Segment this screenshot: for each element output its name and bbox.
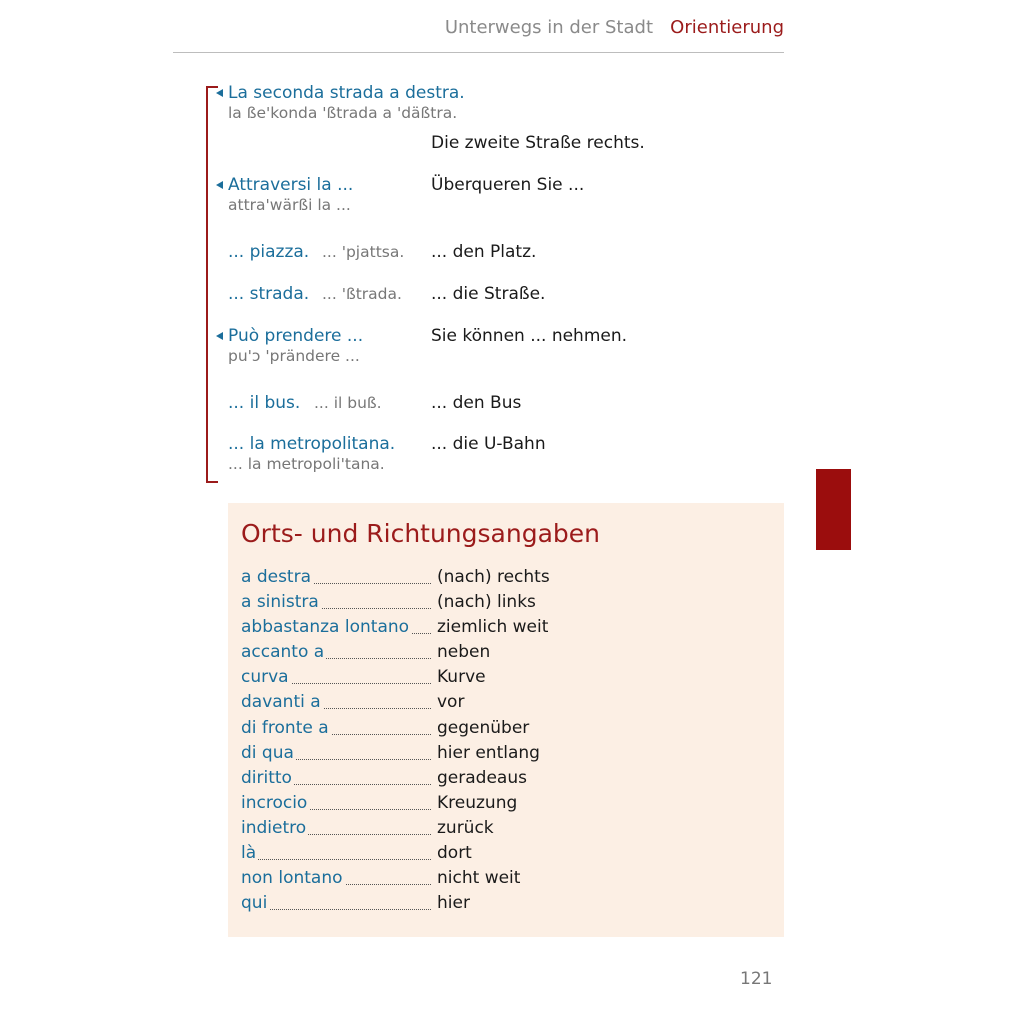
vocab-italian: curva: [241, 667, 289, 688]
german-translation: Die zweite Straße rechts.: [431, 133, 645, 153]
italian-phrase: ... strada.: [228, 284, 310, 304]
vocab-row: [241, 893, 571, 918]
vocab-italian: là: [241, 843, 257, 864]
vocab-row: [241, 617, 571, 642]
italian-phrase: ... piazza.: [228, 242, 310, 262]
german-translation: ... den Platz.: [431, 242, 537, 262]
german-translation: ... die U-Bahn: [431, 434, 546, 454]
phonetic-transcription: ... 'ßtrada.: [322, 285, 402, 303]
vocab-italian: abbastanza lontano: [241, 617, 410, 638]
vocab-row: [241, 718, 571, 743]
audio-triangle-icon: [216, 332, 223, 340]
phrase-entry: [216, 284, 309, 304]
vocab-german: Kurve: [437, 667, 486, 688]
italian-phrase-text: Attraversi la ...: [228, 175, 354, 195]
phrase-entry: [216, 434, 395, 473]
vocab-row: [241, 868, 571, 893]
italian-phrase: ... il bus.: [228, 393, 301, 413]
phonetic-transcription: ... 'pjattsa.: [322, 243, 405, 261]
vocab-italian: a destra: [241, 567, 312, 587]
vocab-row: [241, 743, 571, 768]
vocab-italian: diritto: [241, 767, 292, 788]
vocab-row: [241, 667, 571, 692]
vocab-german: (nach) rechts: [437, 567, 550, 587]
vocab-german: (nach) links: [437, 592, 536, 613]
chapter-thumb-tab: [816, 469, 851, 550]
phrase-entry: [216, 242, 309, 262]
page-number: 121: [740, 969, 773, 989]
vocab-german: gegenüber: [437, 717, 530, 738]
phrase-entry: [216, 83, 465, 122]
phrase-entry: [216, 326, 363, 365]
audio-triangle-icon: [216, 181, 223, 189]
vocab-row: [241, 642, 571, 667]
italian-phrase-text: La seconda strada a destra.: [228, 83, 465, 103]
italian-phrase: [216, 83, 465, 103]
phonetic-transcription: attra'wärßi la ...: [228, 196, 351, 214]
vocab-german: hier: [437, 893, 470, 914]
vocab-row: [241, 692, 571, 717]
vocab-german: neben: [437, 642, 491, 663]
italian-phrase: ... la metropolitana.: [228, 434, 396, 454]
vocabulary-list: [241, 567, 571, 918]
audio-triangle-icon: [216, 89, 223, 97]
vocab-italian: di qua: [241, 742, 294, 763]
vocab-row: [241, 567, 571, 592]
vocab-italian: davanti a: [241, 692, 321, 713]
vocab-german: Kreuzung: [437, 792, 518, 813]
italian-phrase-text: Può prendere ...: [228, 326, 364, 346]
vocab-row: [241, 768, 571, 793]
dotted-leader: [241, 859, 431, 860]
vocab-row: [241, 592, 571, 617]
vocab-italian: indietro: [241, 817, 307, 838]
vocab-row: [241, 843, 571, 868]
vocab-german: zurück: [437, 817, 494, 838]
header-topic: Orientierung: [670, 17, 784, 38]
vocab-italian: non lontano: [241, 868, 343, 889]
vocab-row: [241, 793, 571, 818]
vocab-italian: accanto a: [241, 642, 325, 663]
phonetic-transcription: pu'ɔ 'prändere ...: [228, 347, 360, 365]
vocab-german: ziemlich weit: [437, 617, 549, 638]
german-translation: ... die Straße.: [431, 284, 546, 304]
vocab-german: nicht weit: [437, 868, 521, 889]
vocab-italian: incrocio: [241, 792, 308, 813]
phonetic-transcription: ... il buß.: [314, 394, 382, 412]
running-header: [173, 14, 784, 53]
vocab-italian: a sinistra: [241, 592, 319, 613]
italian-phrase: [216, 326, 363, 346]
vocab-row: [241, 818, 571, 843]
vocab-german: geradeaus: [437, 767, 527, 788]
vocab-german: dort: [437, 843, 472, 864]
phonetic-transcription: ... la metropoli'tana.: [228, 455, 385, 473]
vocab-italian: di fronte a: [241, 717, 329, 738]
header-section: Unterwegs in der Stadt: [444, 17, 653, 38]
dotted-leader: [241, 909, 431, 910]
german-translation: Überqueren Sie ...: [431, 175, 585, 195]
vocab-german: vor: [437, 692, 465, 713]
german-translation: ... den Bus: [431, 393, 522, 413]
vocabulary-box-title: Orts- und Richtungsangaben: [241, 519, 600, 548]
phonetic-transcription: la ße'konda 'ßtrada a 'däßtra.: [228, 104, 458, 122]
phrase-entry: [216, 175, 353, 214]
german-translation: Sie können ... nehmen.: [431, 326, 628, 346]
phrase-entry: [216, 393, 300, 413]
vocab-italian: qui: [241, 893, 268, 914]
italian-phrase: [216, 175, 353, 195]
vocab-german: hier entlang: [437, 742, 540, 763]
vocabulary-box: [228, 503, 784, 937]
